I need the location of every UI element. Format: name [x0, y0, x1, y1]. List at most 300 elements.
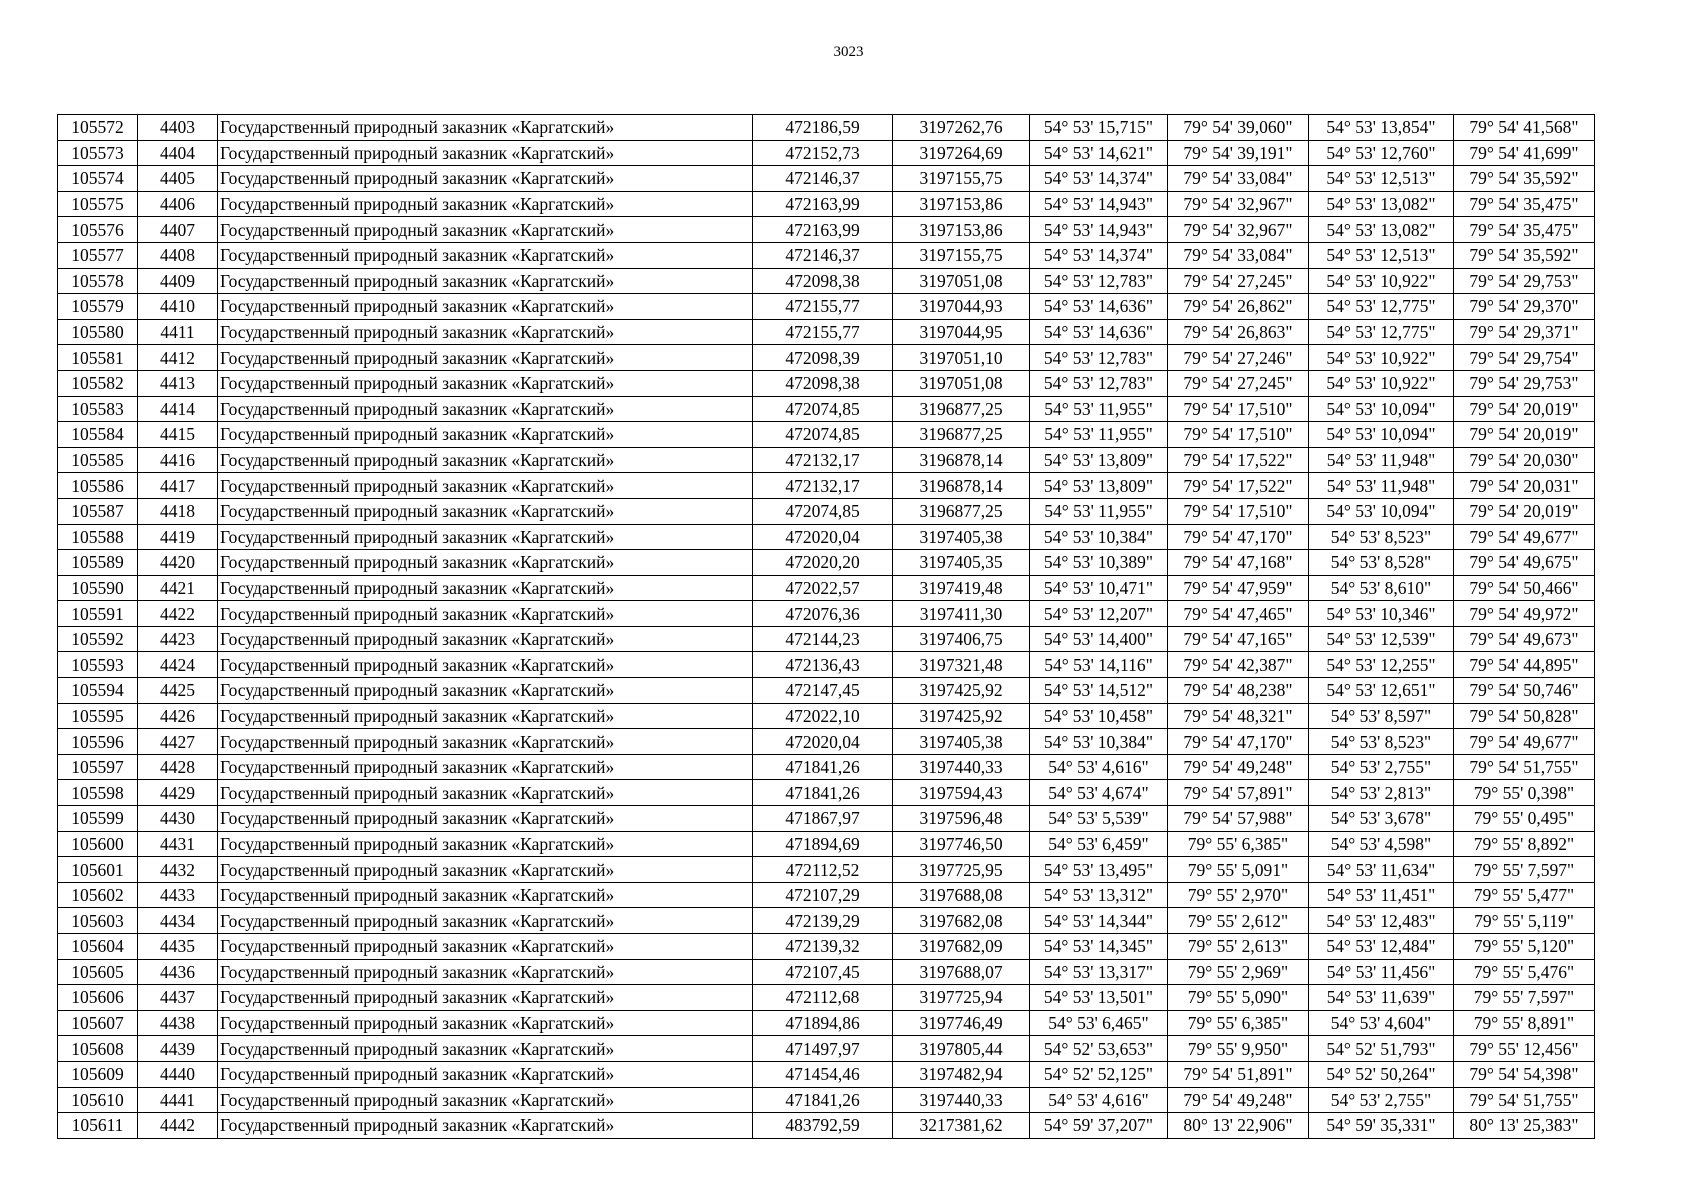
cell-area-name: Государственный природный заказник «Каргатский»: [218, 831, 753, 857]
cell-longitude-1: 79° 54' 27,246": [1168, 345, 1309, 371]
cell-record-id: 105601: [58, 857, 138, 883]
cell-x-coordinate: 483792,59: [753, 1113, 893, 1139]
cell-area-name: Государственный природный заказник «Каргатский»: [218, 140, 753, 166]
cell-area-name: Государственный природный заказник «Каргатский»: [218, 396, 753, 422]
table-row: [58, 115, 1595, 141]
cell-longitude-2: 79° 54' 49,675": [1454, 550, 1595, 576]
cell-x-coordinate: 472132,17: [753, 447, 893, 473]
cell-x-coordinate: 472022,10: [753, 703, 893, 729]
cell-latitude-1: 54° 53' 14,621": [1030, 140, 1168, 166]
cell-record-id: 105610: [58, 1087, 138, 1113]
cell-latitude-1: 54° 53' 13,501": [1030, 985, 1168, 1011]
cell-area-name: Государственный природный заказник «Каргатский»: [218, 166, 753, 192]
cell-area-name: Государственный природный заказник «Каргатский»: [218, 652, 753, 678]
cell-record-id: 105583: [58, 396, 138, 422]
cell-longitude-2: 79° 54' 20,019": [1454, 498, 1595, 524]
cell-longitude-2: 79° 55' 7,597": [1454, 985, 1595, 1011]
cell-point-number: 4437: [138, 985, 218, 1011]
cell-area-name: Государственный природный заказник «Каргатский»: [218, 959, 753, 985]
cell-point-number: 4441: [138, 1087, 218, 1113]
cell-longitude-1: 79° 54' 27,245": [1168, 370, 1309, 396]
cell-latitude-2: 54° 52' 50,264": [1309, 1061, 1454, 1087]
cell-latitude-2: 54° 53' 2,813": [1309, 780, 1454, 806]
cell-point-number: 4406: [138, 191, 218, 217]
cell-area-name: Государственный природный заказник «Каргатский»: [218, 780, 753, 806]
table-row: [58, 268, 1595, 294]
cell-longitude-2: 79° 54' 41,568": [1454, 115, 1595, 141]
cell-longitude-2: 79° 54' 35,475": [1454, 217, 1595, 243]
table-row: [58, 1113, 1595, 1139]
cell-x-coordinate: 472020,20: [753, 550, 893, 576]
cell-latitude-2: 54° 53' 8,528": [1309, 550, 1454, 576]
cell-record-id: 105576: [58, 217, 138, 243]
cell-y-coordinate: 3197155,75: [893, 166, 1030, 192]
cell-latitude-2: 54° 53' 12,539": [1309, 626, 1454, 652]
table-row: [58, 908, 1595, 934]
cell-x-coordinate: 472163,99: [753, 191, 893, 217]
cell-latitude-1: 54° 53' 15,715": [1030, 115, 1168, 141]
cell-y-coordinate: 3197321,48: [893, 652, 1030, 678]
cell-point-number: 4442: [138, 1113, 218, 1139]
cell-latitude-2: 54° 53' 10,922": [1309, 345, 1454, 371]
cell-latitude-1: 54° 59' 37,207": [1030, 1113, 1168, 1139]
cell-y-coordinate: 3196877,25: [893, 396, 1030, 422]
cell-latitude-1: 54° 53' 14,636": [1030, 294, 1168, 320]
cell-latitude-2: 54° 53' 8,523": [1309, 729, 1454, 755]
cell-latitude-1: 54° 53' 14,943": [1030, 217, 1168, 243]
cell-y-coordinate: 3197688,08: [893, 882, 1030, 908]
cell-latitude-2: 54° 53' 11,451": [1309, 882, 1454, 908]
table-row: [58, 140, 1595, 166]
cell-record-id: 105585: [58, 447, 138, 473]
cell-latitude-2: 54° 53' 12,775": [1309, 319, 1454, 345]
table-row: [58, 882, 1595, 908]
cell-x-coordinate: 472136,43: [753, 652, 893, 678]
cell-record-id: 105580: [58, 319, 138, 345]
cell-point-number: 4420: [138, 550, 218, 576]
cell-x-coordinate: 472098,38: [753, 370, 893, 396]
cell-x-coordinate: 471497,97: [753, 1036, 893, 1062]
cell-area-name: Государственный природный заказник «Каргатский»: [218, 115, 753, 141]
cell-y-coordinate: 3197153,86: [893, 217, 1030, 243]
cell-record-id: 105602: [58, 882, 138, 908]
cell-record-id: 105599: [58, 806, 138, 832]
cell-latitude-2: 54° 53' 13,082": [1309, 217, 1454, 243]
cell-longitude-1: 79° 54' 27,245": [1168, 268, 1309, 294]
table-row: [58, 985, 1595, 1011]
cell-area-name: Государственный природный заказник «Каргатский»: [218, 703, 753, 729]
cell-latitude-1: 54° 53' 14,943": [1030, 191, 1168, 217]
cell-area-name: Государственный природный заказник «Каргатский»: [218, 294, 753, 320]
cell-point-number: 4422: [138, 601, 218, 627]
coordinates-table: [57, 114, 1595, 1139]
cell-longitude-2: 79° 54' 49,677": [1454, 729, 1595, 755]
cell-x-coordinate: 472152,73: [753, 140, 893, 166]
cell-point-number: 4411: [138, 319, 218, 345]
table-row: [58, 1036, 1595, 1062]
cell-latitude-2: 54° 53' 12,513": [1309, 242, 1454, 268]
cell-latitude-1: 54° 53' 10,458": [1030, 703, 1168, 729]
cell-latitude-2: 54° 53' 8,597": [1309, 703, 1454, 729]
cell-y-coordinate: 3197405,38: [893, 524, 1030, 550]
table-row: [58, 345, 1595, 371]
cell-longitude-2: 79° 54' 35,592": [1454, 166, 1595, 192]
cell-longitude-2: 79° 54' 29,753": [1454, 268, 1595, 294]
cell-longitude-1: 79° 54' 32,967": [1168, 217, 1309, 243]
cell-area-name: Государственный природный заказник «Каргатский»: [218, 601, 753, 627]
cell-latitude-1: 54° 53' 10,384": [1030, 729, 1168, 755]
cell-longitude-2: 79° 55' 5,477": [1454, 882, 1595, 908]
cell-point-number: 4429: [138, 780, 218, 806]
cell-x-coordinate: 471841,26: [753, 780, 893, 806]
cell-longitude-2: 79° 55' 0,495": [1454, 806, 1595, 832]
cell-point-number: 4414: [138, 396, 218, 422]
cell-latitude-1: 54° 53' 12,783": [1030, 370, 1168, 396]
cell-y-coordinate: 3197051,08: [893, 268, 1030, 294]
cell-y-coordinate: 3197594,43: [893, 780, 1030, 806]
cell-record-id: 105584: [58, 422, 138, 448]
cell-area-name: Государственный природный заказник «Каргатский»: [218, 1087, 753, 1113]
table-row: [58, 575, 1595, 601]
cell-latitude-1: 54° 53' 4,616": [1030, 754, 1168, 780]
cell-record-id: 105573: [58, 140, 138, 166]
table-row: [58, 473, 1595, 499]
cell-latitude-1: 54° 53' 14,400": [1030, 626, 1168, 652]
cell-longitude-1: 79° 54' 17,510": [1168, 498, 1309, 524]
cell-x-coordinate: 472107,45: [753, 959, 893, 985]
cell-point-number: 4431: [138, 831, 218, 857]
cell-point-number: 4410: [138, 294, 218, 320]
cell-area-name: Государственный природный заказник «Каргатский»: [218, 447, 753, 473]
cell-latitude-1: 54° 53' 10,384": [1030, 524, 1168, 550]
cell-latitude-1: 54° 53' 13,317": [1030, 959, 1168, 985]
cell-record-id: 105604: [58, 934, 138, 960]
cell-area-name: Государственный природный заказник «Каргатский»: [218, 268, 753, 294]
cell-record-id: 105593: [58, 652, 138, 678]
cell-point-number: 4407: [138, 217, 218, 243]
cell-y-coordinate: 3197440,33: [893, 754, 1030, 780]
cell-latitude-2: 54° 53' 4,604": [1309, 1010, 1454, 1036]
table-row: [58, 934, 1595, 960]
cell-x-coordinate: 472098,39: [753, 345, 893, 371]
cell-y-coordinate: 3197746,50: [893, 831, 1030, 857]
cell-record-id: 105605: [58, 959, 138, 985]
cell-longitude-2: 79° 54' 20,019": [1454, 396, 1595, 422]
cell-latitude-2: 54° 53' 10,094": [1309, 422, 1454, 448]
cell-point-number: 4430: [138, 806, 218, 832]
cell-point-number: 4413: [138, 370, 218, 396]
cell-latitude-1: 54° 53' 11,955": [1030, 422, 1168, 448]
cell-point-number: 4439: [138, 1036, 218, 1062]
cell-longitude-1: 79° 54' 47,170": [1168, 729, 1309, 755]
table-row: [58, 242, 1595, 268]
table-row: [58, 780, 1595, 806]
table-row: [58, 831, 1595, 857]
cell-area-name: Государственный природный заказник «Каргатский»: [218, 1036, 753, 1062]
cell-latitude-1: 54° 53' 5,539": [1030, 806, 1168, 832]
cell-x-coordinate: 472144,23: [753, 626, 893, 652]
cell-x-coordinate: 471841,26: [753, 754, 893, 780]
cell-longitude-1: 79° 55' 6,385": [1168, 1010, 1309, 1036]
cell-x-coordinate: 471894,69: [753, 831, 893, 857]
cell-point-number: 4418: [138, 498, 218, 524]
cell-record-id: 105574: [58, 166, 138, 192]
cell-point-number: 4435: [138, 934, 218, 960]
cell-longitude-1: 79° 54' 39,060": [1168, 115, 1309, 141]
cell-latitude-2: 54° 53' 2,755": [1309, 1087, 1454, 1113]
cell-y-coordinate: 3197051,10: [893, 345, 1030, 371]
cell-longitude-1: 79° 54' 17,510": [1168, 396, 1309, 422]
cell-latitude-1: 54° 53' 14,636": [1030, 319, 1168, 345]
cell-area-name: Государственный природный заказник «Каргатский»: [218, 550, 753, 576]
cell-latitude-2: 54° 53' 3,678": [1309, 806, 1454, 832]
cell-y-coordinate: 3197746,49: [893, 1010, 1030, 1036]
cell-area-name: Государственный природный заказник «Каргатский»: [218, 422, 753, 448]
cell-point-number: 4424: [138, 652, 218, 678]
cell-point-number: 4436: [138, 959, 218, 985]
cell-latitude-2: 54° 53' 13,854": [1309, 115, 1454, 141]
cell-latitude-1: 54° 53' 14,116": [1030, 652, 1168, 678]
cell-y-coordinate: 3197725,94: [893, 985, 1030, 1011]
cell-latitude-2: 54° 53' 13,082": [1309, 191, 1454, 217]
table-row: [58, 422, 1595, 448]
cell-record-id: 105608: [58, 1036, 138, 1062]
cell-x-coordinate: 472147,45: [753, 678, 893, 704]
cell-longitude-2: 79° 55' 5,120": [1454, 934, 1595, 960]
cell-x-coordinate: 472132,17: [753, 473, 893, 499]
cell-longitude-2: 79° 54' 35,592": [1454, 242, 1595, 268]
cell-record-id: 105603: [58, 908, 138, 934]
cell-x-coordinate: 471894,86: [753, 1010, 893, 1036]
cell-longitude-2: 79° 54' 29,371": [1454, 319, 1595, 345]
table-row: [58, 524, 1595, 550]
cell-longitude-1: 79° 54' 47,165": [1168, 626, 1309, 652]
cell-record-id: 105607: [58, 1010, 138, 1036]
cell-x-coordinate: 472074,85: [753, 422, 893, 448]
cell-y-coordinate: 3197044,95: [893, 319, 1030, 345]
cell-longitude-2: 79° 54' 35,475": [1454, 191, 1595, 217]
cell-area-name: Государственный природный заказник «Каргатский»: [218, 908, 753, 934]
cell-longitude-2: 79° 55' 5,476": [1454, 959, 1595, 985]
cell-record-id: 105591: [58, 601, 138, 627]
cell-area-name: Государственный природный заказник «Каргатский»: [218, 729, 753, 755]
cell-record-id: 105606: [58, 985, 138, 1011]
cell-latitude-1: 54° 53' 12,783": [1030, 268, 1168, 294]
cell-latitude-1: 54° 53' 10,389": [1030, 550, 1168, 576]
cell-x-coordinate: 472112,52: [753, 857, 893, 883]
cell-y-coordinate: 3197264,69: [893, 140, 1030, 166]
cell-point-number: 4416: [138, 447, 218, 473]
cell-record-id: 105587: [58, 498, 138, 524]
cell-latitude-2: 54° 53' 10,922": [1309, 370, 1454, 396]
cell-longitude-2: 79° 54' 49,677": [1454, 524, 1595, 550]
table-row: [58, 447, 1595, 473]
cell-record-id: 105586: [58, 473, 138, 499]
cell-point-number: 4425: [138, 678, 218, 704]
cell-longitude-1: 79° 54' 47,465": [1168, 601, 1309, 627]
table-row: [58, 806, 1595, 832]
cell-longitude-2: 79° 54' 50,828": [1454, 703, 1595, 729]
cell-record-id: 105611: [58, 1113, 138, 1139]
cell-longitude-1: 79° 54' 47,168": [1168, 550, 1309, 576]
cell-longitude-1: 79° 55' 5,091": [1168, 857, 1309, 883]
table-row: [58, 166, 1595, 192]
table-row: [58, 550, 1595, 576]
cell-record-id: 105592: [58, 626, 138, 652]
cell-latitude-1: 54° 53' 11,955": [1030, 498, 1168, 524]
table-row: [58, 217, 1595, 243]
table-row: [58, 729, 1595, 755]
cell-latitude-2: 54° 53' 12,484": [1309, 934, 1454, 960]
cell-record-id: 105577: [58, 242, 138, 268]
cell-x-coordinate: 472139,32: [753, 934, 893, 960]
cell-point-number: 4403: [138, 115, 218, 141]
table-row: [58, 319, 1595, 345]
cell-y-coordinate: 3197051,08: [893, 370, 1030, 396]
cell-y-coordinate: 3197482,94: [893, 1061, 1030, 1087]
cell-longitude-2: 79° 54' 50,466": [1454, 575, 1595, 601]
cell-area-name: Государственный природный заказник «Каргатский»: [218, 242, 753, 268]
cell-y-coordinate: 3197405,35: [893, 550, 1030, 576]
cell-y-coordinate: 3197682,08: [893, 908, 1030, 934]
cell-point-number: 4438: [138, 1010, 218, 1036]
cell-latitude-2: 54° 53' 10,094": [1309, 396, 1454, 422]
cell-record-id: 105595: [58, 703, 138, 729]
cell-latitude-1: 54° 53' 13,809": [1030, 447, 1168, 473]
cell-longitude-1: 79° 55' 2,970": [1168, 882, 1309, 908]
cell-longitude-2: 79° 55' 8,891": [1454, 1010, 1595, 1036]
cell-longitude-1: 79° 54' 26,862": [1168, 294, 1309, 320]
cell-x-coordinate: 471841,26: [753, 1087, 893, 1113]
table-row: [58, 191, 1595, 217]
cell-y-coordinate: 3197262,76: [893, 115, 1030, 141]
cell-record-id: 105590: [58, 575, 138, 601]
cell-area-name: Государственный природный заказник «Каргатский»: [218, 1010, 753, 1036]
cell-point-number: 4405: [138, 166, 218, 192]
table-row: [58, 370, 1595, 396]
cell-record-id: 105579: [58, 294, 138, 320]
cell-y-coordinate: 3197044,93: [893, 294, 1030, 320]
cell-x-coordinate: 472112,68: [753, 985, 893, 1011]
cell-y-coordinate: 3197405,38: [893, 729, 1030, 755]
cell-longitude-1: 79° 55' 2,613": [1168, 934, 1309, 960]
cell-y-coordinate: 3196878,14: [893, 447, 1030, 473]
cell-area-name: Государственный природный заказник «Каргатский»: [218, 1113, 753, 1139]
cell-x-coordinate: 472098,38: [753, 268, 893, 294]
cell-x-coordinate: 472155,77: [753, 294, 893, 320]
cell-longitude-2: 80° 13' 25,383": [1454, 1113, 1595, 1139]
cell-latitude-2: 54° 53' 10,922": [1309, 268, 1454, 294]
cell-longitude-1: 79° 54' 42,387": [1168, 652, 1309, 678]
cell-latitude-2: 54° 53' 12,255": [1309, 652, 1454, 678]
cell-latitude-2: 54° 53' 12,651": [1309, 678, 1454, 704]
cell-y-coordinate: 3196877,25: [893, 498, 1030, 524]
cell-longitude-2: 79° 54' 20,019": [1454, 422, 1595, 448]
cell-longitude-2: 79° 54' 29,370": [1454, 294, 1595, 320]
cell-latitude-2: 54° 53' 11,948": [1309, 473, 1454, 499]
cell-latitude-2: 54° 53' 11,948": [1309, 447, 1454, 473]
cell-point-number: 4415: [138, 422, 218, 448]
table-row: [58, 498, 1595, 524]
cell-longitude-1: 79° 54' 47,959": [1168, 575, 1309, 601]
table-row: [58, 754, 1595, 780]
cell-longitude-2: 79° 54' 49,972": [1454, 601, 1595, 627]
cell-x-coordinate: 472186,59: [753, 115, 893, 141]
cell-longitude-2: 79° 54' 29,753": [1454, 370, 1595, 396]
cell-longitude-1: 79° 54' 48,321": [1168, 703, 1309, 729]
cell-area-name: Государственный природный заказник «Каргатский»: [218, 882, 753, 908]
table-row: [58, 678, 1595, 704]
cell-x-coordinate: 472022,57: [753, 575, 893, 601]
cell-area-name: Государственный природный заказник «Каргатский»: [218, 217, 753, 243]
cell-y-coordinate: 3197596,48: [893, 806, 1030, 832]
cell-longitude-2: 79° 54' 20,031": [1454, 473, 1595, 499]
cell-latitude-2: 54° 59' 35,331": [1309, 1113, 1454, 1139]
cell-latitude-1: 54° 53' 13,312": [1030, 882, 1168, 908]
cell-y-coordinate: 3197406,75: [893, 626, 1030, 652]
cell-record-id: 105596: [58, 729, 138, 755]
cell-point-number: 4404: [138, 140, 218, 166]
table-row: [58, 959, 1595, 985]
cell-area-name: Государственный природный заказник «Каргатский»: [218, 345, 753, 371]
cell-latitude-1: 54° 53' 14,374": [1030, 166, 1168, 192]
cell-point-number: 4408: [138, 242, 218, 268]
cell-longitude-1: 79° 54' 49,248": [1168, 1087, 1309, 1113]
cell-y-coordinate: 3197425,92: [893, 678, 1030, 704]
page-number: 3023: [833, 44, 864, 60]
cell-point-number: 4409: [138, 268, 218, 294]
cell-record-id: 105609: [58, 1061, 138, 1087]
cell-record-id: 105572: [58, 115, 138, 141]
table-row: [58, 1061, 1595, 1087]
cell-area-name: Государственный природный заказник «Каргатский»: [218, 985, 753, 1011]
cell-latitude-2: 54° 53' 11,639": [1309, 985, 1454, 1011]
cell-y-coordinate: 3197682,09: [893, 934, 1030, 960]
cell-latitude-1: 54° 52' 52,125": [1030, 1061, 1168, 1087]
cell-latitude-2: 54° 53' 10,346": [1309, 601, 1454, 627]
cell-y-coordinate: 3197425,92: [893, 703, 1030, 729]
cell-y-coordinate: 3217381,62: [893, 1113, 1030, 1139]
cell-longitude-2: 79° 54' 49,673": [1454, 626, 1595, 652]
table-row: [58, 626, 1595, 652]
cell-longitude-2: 79° 54' 51,755": [1454, 1087, 1595, 1113]
cell-longitude-2: 79° 54' 20,030": [1454, 447, 1595, 473]
cell-area-name: Государственный природный заказник «Каргатский»: [218, 498, 753, 524]
cell-y-coordinate: 3197440,33: [893, 1087, 1030, 1113]
cell-latitude-1: 54° 53' 14,374": [1030, 242, 1168, 268]
cell-record-id: 105581: [58, 345, 138, 371]
cell-y-coordinate: 3196877,25: [893, 422, 1030, 448]
cell-longitude-1: 79° 55' 6,385": [1168, 831, 1309, 857]
cell-longitude-1: 79° 55' 2,969": [1168, 959, 1309, 985]
cell-point-number: 4412: [138, 345, 218, 371]
cell-latitude-2: 54° 52' 51,793": [1309, 1036, 1454, 1062]
cell-area-name: Государственный природный заказник «Каргатский»: [218, 857, 753, 883]
cell-latitude-2: 54° 53' 10,094": [1309, 498, 1454, 524]
cell-x-coordinate: 472155,77: [753, 319, 893, 345]
cell-longitude-1: 79° 54' 33,084": [1168, 242, 1309, 268]
cell-x-coordinate: 472020,04: [753, 729, 893, 755]
cell-longitude-1: 79° 54' 48,238": [1168, 678, 1309, 704]
cell-record-id: 105600: [58, 831, 138, 857]
cell-area-name: Государственный природный заказник «Каргатский»: [218, 806, 753, 832]
cell-x-coordinate: 472107,29: [753, 882, 893, 908]
cell-point-number: 4417: [138, 473, 218, 499]
table-row: [58, 703, 1595, 729]
cell-y-coordinate: 3197688,07: [893, 959, 1030, 985]
cell-longitude-1: 79° 54' 17,522": [1168, 473, 1309, 499]
cell-longitude-1: 79° 54' 32,967": [1168, 191, 1309, 217]
